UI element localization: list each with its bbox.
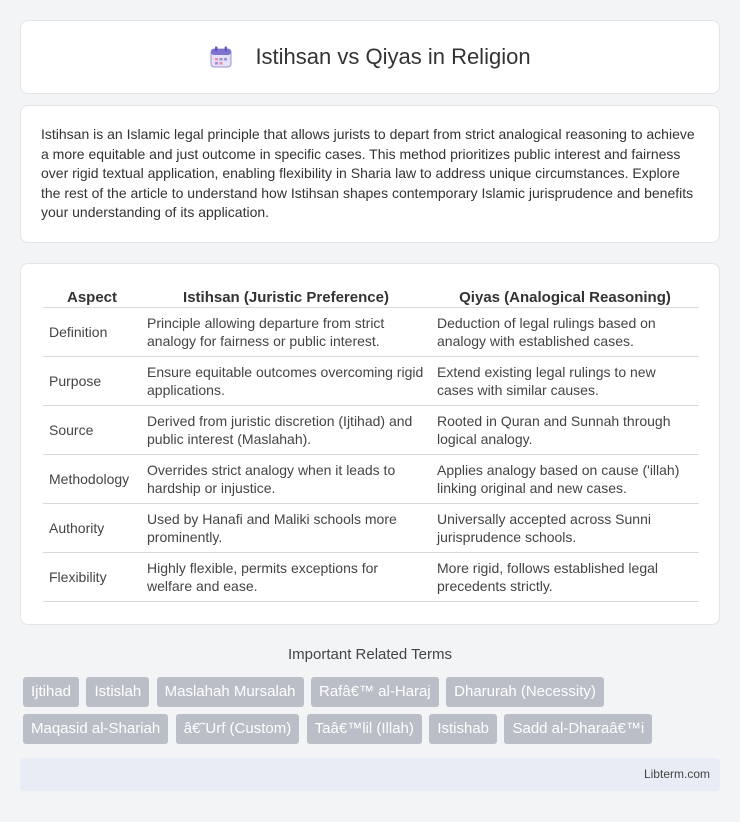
header-istihsan: Istihsan (Juristic Preference) [141, 282, 431, 308]
row-istihsan: Used by Hanafi and Maliki schools more prominently. [141, 504, 431, 553]
header-aspect: Aspect [43, 282, 141, 308]
related-term-tag[interactable]: â€˜Urf (Custom) [176, 714, 300, 744]
calendar-icon [209, 45, 233, 69]
related-term-tag[interactable]: Ijtihad [23, 677, 79, 707]
table-row [43, 455, 699, 504]
table-row [43, 357, 699, 406]
table-row [43, 406, 699, 455]
table-header-row [43, 282, 699, 308]
row-istihsan: Highly flexible, permits exceptions for welfare and ease. [141, 553, 431, 602]
row-qiyas: Deduction of legal rulings based on analogy with established cases. [431, 308, 699, 357]
related-terms-title: Important Related Terms [288, 646, 452, 663]
related-terms-list [23, 677, 723, 751]
row-aspect: Methodology [43, 455, 141, 504]
table-row [43, 553, 699, 602]
row-aspect: Authority [43, 504, 141, 553]
header-qiyas: Qiyas (Analogical Reasoning) [431, 282, 699, 308]
row-istihsan: Ensure equitable outcomes overcoming rigid applications. [141, 357, 431, 406]
related-term-tag[interactable]: Dharurah (Necessity) [446, 677, 604, 707]
row-aspect: Definition [43, 308, 141, 357]
row-qiyas: More rigid, follows established legal precedents strictly. [431, 553, 699, 602]
row-istihsan: Derived from juristic discretion (Ijtihad) and public interest (Maslahah). [141, 406, 431, 455]
row-istihsan: Principle allowing departure from strict analogy for fairness or public interest. [141, 308, 431, 357]
related-term-tag[interactable]: Istislah [86, 677, 149, 707]
intro-paragraph: Istihsan is an Islamic legal principle that allows jurists to depart from strict analogical reasoning to achieve a more equitable and just outcome in specific cases. This method prioritizes public interest and fairness over rigid textual application, enabling flexibility in Sharia law to address unique circumstances. Explore the rest of the article to understand how Istihsan shapes contemporary Islamic jurisprudence and benefits your understanding of its application. [41, 126, 695, 221]
intro-card [20, 105, 720, 243]
row-qiyas: Rooted in Quran and Sunnah through logical analogy. [431, 406, 699, 455]
row-istihsan: Overrides strict analogy when it leads to hardship or injustice. [141, 455, 431, 504]
related-term-tag[interactable]: Istishab [429, 714, 497, 744]
title-card [20, 20, 720, 94]
comparison-card [20, 263, 720, 625]
row-qiyas: Universally accepted across Sunni jurisprudence schools. [431, 504, 699, 553]
table-row [43, 504, 699, 553]
comparison-table [43, 282, 699, 602]
footer [20, 758, 720, 791]
table-row [43, 308, 699, 357]
row-qiyas: Extend existing legal rulings to new cases with similar causes. [431, 357, 699, 406]
related-term-tag[interactable]: Taâ€™lil (Illah) [307, 714, 422, 744]
related-term-tag[interactable]: Rafâ€™ al-Haraj [311, 677, 439, 707]
row-qiyas: Applies analogy based on cause ('illah) linking original and new cases. [431, 455, 699, 504]
page-title: Istihsan vs Qiyas in Religion [255, 44, 531, 69]
row-aspect: Source [43, 406, 141, 455]
row-aspect: Flexibility [43, 553, 141, 602]
related-term-tag[interactable]: Maslahah Mursalah [157, 677, 304, 707]
footer-site-link[interactable]: Libterm.com [643, 767, 710, 781]
related-term-tag[interactable]: Maqasid al-Shariah [23, 714, 168, 744]
related-term-tag[interactable]: Sadd al-Dharaâ€™i [504, 714, 652, 744]
row-aspect: Purpose [43, 357, 141, 406]
